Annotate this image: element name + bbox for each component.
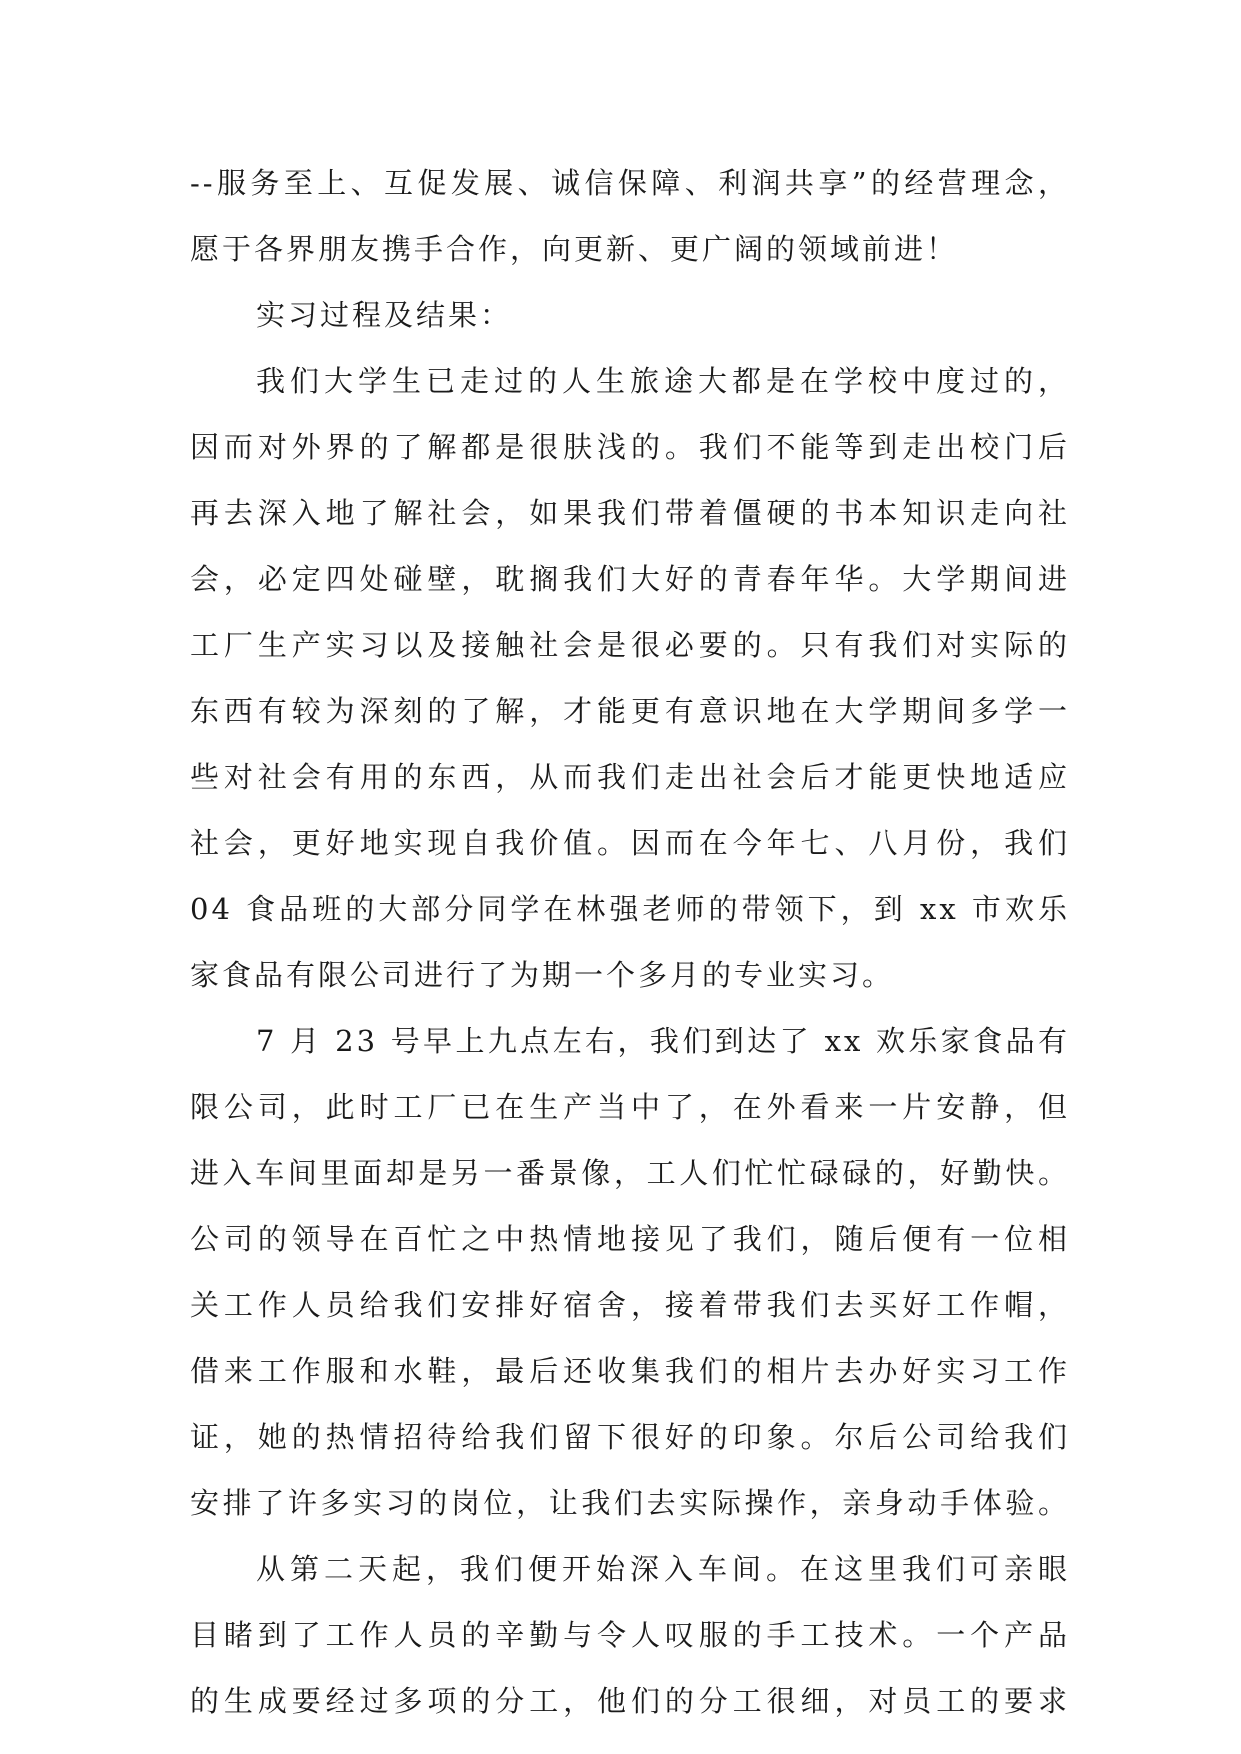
text-line: 东西有较为深刻的了解，才能更有意识地在大学期间多学一 [190, 694, 1070, 728]
text-line: --服务至上、互促发展、诚信保障、利润共享”的经营理念， [190, 166, 1070, 200]
text-line: 因而对外界的了解都是很肤浅的。我们不能等到走出校门后 [190, 430, 1070, 464]
text-line: 些对社会有用的东西，从而我们走出社会后才能更快地适应 [190, 760, 1070, 794]
text-line: 工厂生产实习以及接触社会是很必要的。只有我们对实际的 [190, 628, 1070, 662]
text-line: 再去深入地了解社会，如果我们带着僵硬的书本知识走向社 [190, 496, 1070, 530]
text-line: 7 月 23 号早上九点左右，我们到达了 xx 欢乐家食品有 [256, 1024, 1070, 1058]
text-line: 借来工作服和水鞋，最后还收集我们的相片去办好实习工作 [190, 1354, 1070, 1388]
text-line: 我们大学生已走过的人生旅途大都是在学校中度过的， [256, 364, 1070, 398]
text-line: 实习过程及结果： [256, 298, 513, 332]
text-line: 进入车间里面却是另一番景像，工人们忙忙碌碌的，好勤快。 [190, 1156, 1070, 1190]
text-line: 愿于各界朋友携手合作，向更新、更广阔的领域前进！ [190, 232, 959, 266]
text-line: 目睹到了工作人员的辛勤与令人叹服的手工技术。一个产品 [190, 1618, 1070, 1652]
text-line: 证，她的热情招待给我们留下很好的印象。尔后公司给我们 [190, 1420, 1070, 1454]
text-line: 从第二天起，我们便开始深入车间。在这里我们可亲眼 [256, 1552, 1070, 1586]
text-line: 安排了许多实习的岗位，让我们去实际操作，亲身动手体验。 [190, 1486, 1070, 1520]
document-body [190, 150, 1070, 1734]
text-line: 公司的领导在百忙之中热情地接见了我们，随后便有一位相 [190, 1222, 1070, 1256]
text-line: 家食品有限公司进行了为期一个多月的专业实习。 [190, 958, 895, 992]
text-line: 社会，更好地实现自我价值。因而在今年七、八月份，我们 [190, 826, 1070, 860]
text-line: 04 食品班的大部分同学在林强老师的带领下，到 xx 市欢乐 [190, 892, 1070, 926]
text-line: 限公司，此时工厂已在生产当中了，在外看来一片安静，但 [190, 1090, 1070, 1124]
text-line: 会，必定四处碰壁，耽搁我们大好的青春年华。大学期间进 [190, 562, 1070, 596]
text-line: 的生成要经过多项的分工，他们的分工很细，对员工的要求 [190, 1684, 1070, 1718]
text-line: 关工作人员给我们安排好宿舍，接着带我们去买好工作帽， [190, 1288, 1070, 1322]
